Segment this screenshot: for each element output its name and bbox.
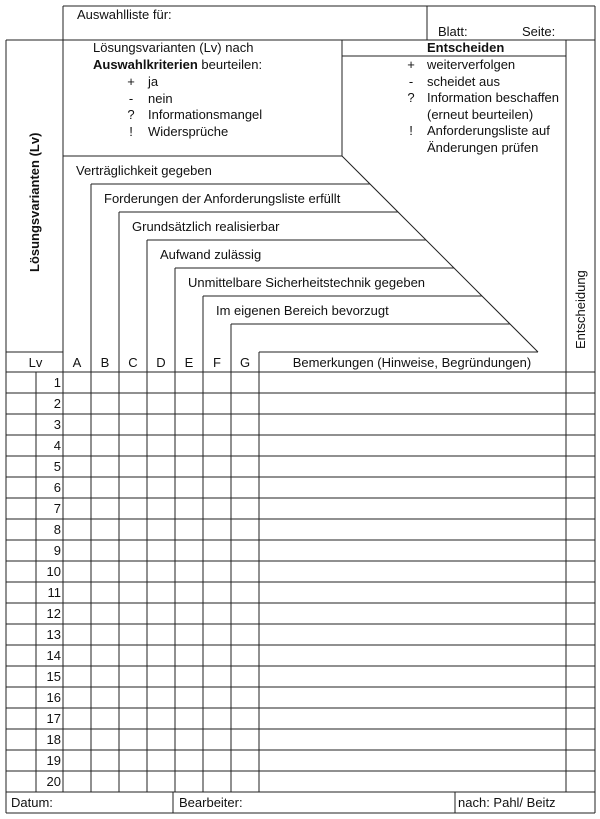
- criteria-column-header: B: [100, 355, 110, 370]
- row-number: 9: [53, 543, 61, 558]
- legend-meaning: nein: [148, 90, 173, 106]
- row-number: 8: [53, 522, 61, 537]
- row-number: 13: [46, 627, 61, 642]
- remarks-column-header: Bemerkungen (Hinweise, Begründungen): [292, 355, 532, 370]
- legend-symbol: -: [128, 90, 134, 106]
- date-label: Datum:: [11, 795, 53, 810]
- criteria-column-header: F: [213, 355, 221, 370]
- row-number: 3: [53, 417, 61, 432]
- decision-side-label: Entscheidung: [573, 270, 588, 349]
- row-number: 2: [53, 396, 61, 411]
- criteria-label: Unmittelbare Sicherheitstechnik gegeben: [188, 275, 426, 290]
- criteria-column-header: C: [128, 355, 138, 370]
- row-number: 4: [53, 438, 61, 453]
- decide-meaning: weiterverfolgen: [427, 57, 516, 72]
- grid-line: [342, 156, 538, 352]
- selection-list-label: Auswahlliste für:: [77, 7, 172, 22]
- row-number: 14: [46, 648, 61, 663]
- decide-symbol: -: [408, 73, 414, 89]
- decide-title: Entscheiden: [427, 40, 505, 55]
- decide-meaning: scheidet aus: [427, 73, 500, 89]
- row-number: 1: [53, 375, 61, 390]
- legend-intro-line: Lösungsvarianten (Lv) nach: [93, 40, 254, 55]
- legend-symbol: ?: [127, 107, 135, 122]
- decide-symbol: +: [407, 57, 415, 72]
- decide-symbol: !: [409, 123, 413, 138]
- legend-symbol: !: [129, 123, 133, 139]
- lv-column-header: Lv: [28, 355, 43, 370]
- legend-symbol: +: [127, 74, 135, 89]
- row-number: 20: [46, 774, 61, 789]
- decide-meaning: Information beschaffen: [427, 90, 560, 105]
- criteria-column-header: E: [184, 355, 194, 370]
- row-number: 12: [46, 606, 61, 621]
- legend-meaning: ja: [148, 74, 159, 89]
- criteria-column-header: G: [239, 355, 251, 370]
- criteria-label: Forderungen der Anforderungsliste erfüllt: [104, 191, 341, 206]
- row-number: 11: [47, 585, 61, 600]
- criteria-label: Grundsätzlich realisierbar: [132, 219, 280, 234]
- decide-meaning: Anforderungsliste auf: [427, 123, 550, 138]
- row-number: 16: [46, 690, 61, 705]
- legend-meaning: Informationsmangel: [148, 107, 263, 122]
- criteria-keyword: Auswahlkriterien: [93, 57, 198, 72]
- criteria-label: Im eigenen Bereich bevorzugt: [216, 303, 389, 318]
- criteria-column-header: D: [156, 355, 166, 370]
- row-number: 18: [46, 732, 61, 747]
- row-number: 10: [46, 564, 61, 579]
- legend-meaning: Widersprüche: [148, 123, 229, 139]
- legend-intro-criteria: [93, 57, 262, 72]
- page-label: Seite:: [522, 24, 556, 39]
- criteria-rest: beurteilen:: [197, 57, 263, 72]
- criteria-label: Verträglichkeit gegeben: [76, 163, 212, 178]
- row-number: 17: [46, 711, 61, 726]
- editor-label: Bearbeiter:: [179, 795, 243, 810]
- row-number: 15: [46, 669, 61, 684]
- row-number: 7: [53, 501, 61, 516]
- source-note: nach: Pahl/ Beitz: [458, 795, 556, 810]
- decide-symbol: ?: [407, 90, 415, 105]
- criteria-column-header: A: [72, 355, 82, 370]
- row-number: 5: [53, 459, 61, 474]
- criteria-label: Aufwand zulässig: [160, 247, 262, 262]
- row-number: 19: [46, 753, 61, 768]
- sheet-label: Blatt:: [438, 24, 468, 39]
- decide-meaning: (erneut beurteilen): [427, 106, 534, 122]
- row-number: 6: [53, 480, 61, 495]
- decide-meaning: Änderungen prüfen: [427, 139, 539, 155]
- variants-side-label: Lösungsvarianten (Lv): [27, 132, 42, 272]
